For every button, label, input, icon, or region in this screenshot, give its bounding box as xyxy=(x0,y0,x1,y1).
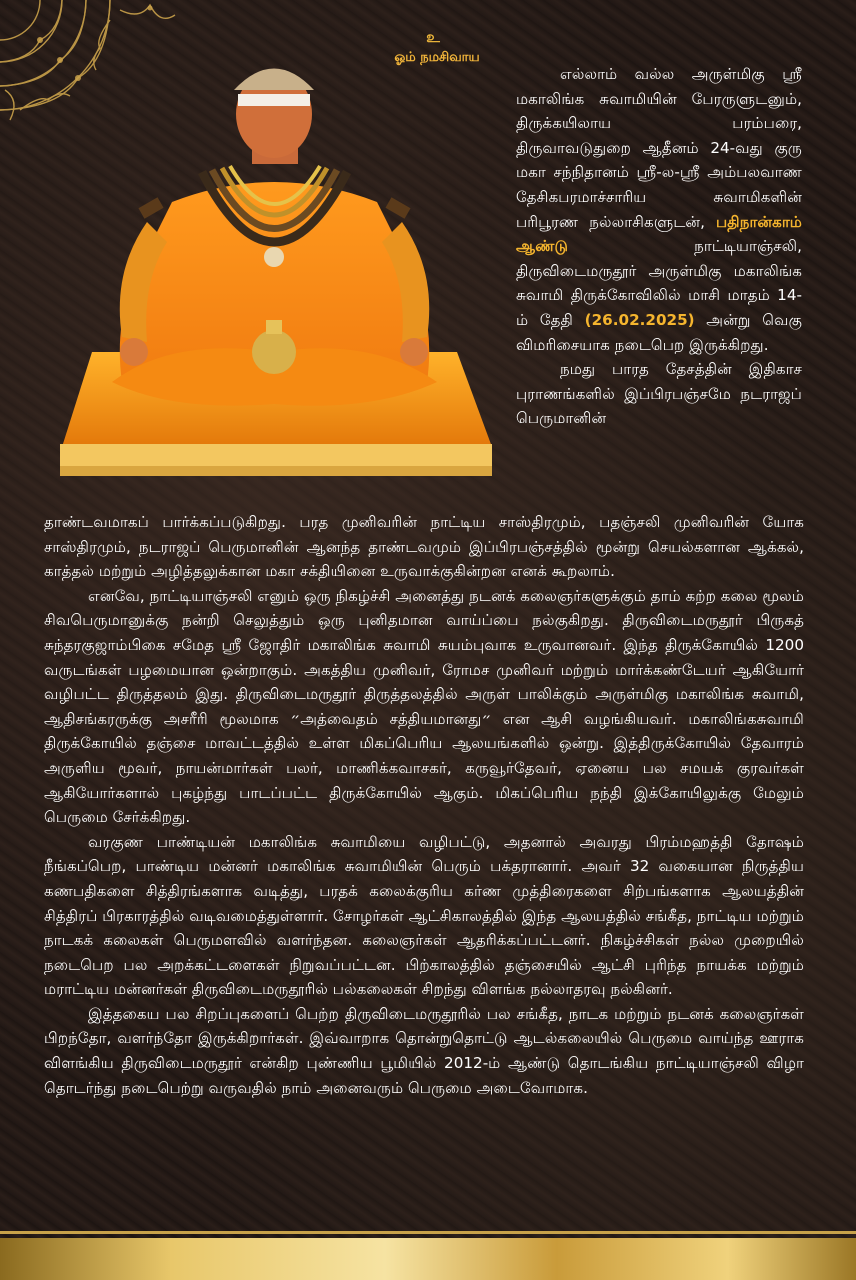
event-date-highlight: (26.02.2025) xyxy=(584,310,695,329)
intro-text-column xyxy=(516,62,802,431)
intro-text-2: நாட்டியாஞ்சலி, திருவிடைமருதூர் அருள்மிகு மகாலிங்க சுவாமி திருக்கோவிலில் மாசி மாதம் 14-ம் தேதி xyxy=(516,237,802,329)
intro-paragraph xyxy=(516,62,802,357)
gold-footer-band xyxy=(0,1238,856,1280)
intro-text-3: அன்று வெகு விமரிசையாக நடைபெற இருக்கிறது. xyxy=(516,310,802,354)
paragraph-3: எனவே, நாட்டியாஞ்சலி எனும் ஒரு நிகழ்ச்சி அனைத்து நடனக் கலைஞர்களுக்கும் தாம் கற்ற கலை மூலம் சிவபெருமானுக்கு நன்றி செலுத்தும் ஒரு புனிதமான வாய்ப்பை நல்குகிறது. திருவிடைமருதூர் பிருகத் சுந்தரகுஜாம்பிகை சமேத ஸ்ரீ ஜோதிர் மகாலிங்க சுவாமி சுயம்புவாக உருவானவர். இந்த திருக்கோயில் 1200 வருடங்கள் பழமையான ஒன்றாகும். அகத்திய முனிவர், ரோமச முனிவர் மற்றும் மார்க்கண்டேயர் ஆகியோர் வழிபட்ட திருத்தலம் இது. திருவிடைமருதூர் திருத்தலத்தில் அருள் பாலிக்கும் அருள்மிகு மகாலிங்க சுவாமி, ஆதிசங்கரருக்கு அசரீரி மூலமாக ״அத்வைதம் சத்தியமானது״ என ஆசி வழங்கியவர். மகாலிங்கசுவாமி திருக்கோயில் தஞ்சை மாவட்டத்தில் உள்ள மிகப்பெரிய ஆலயங்களில் ஒன்று. இத்திருக்கோயில் தேவாரம் அருளிய மூவர், நாயன்மார்கள் பலர், மாணிக்கவாசகர், கருவூர்தேவர், ஏனைய பல சமயக் குரவர்கள் ஆகியோர்களால் புகழ்ந்து பாடப்பட்ட திருக்கோயில் ஆகும். மிகப்பெரிய நந்தி இக்கோயிலுக்கு மேலும் பெருமை சேர்க்கிறது. xyxy=(44,586,805,827)
event-highlight: பதிநான்காம் ஆண்டு xyxy=(516,212,802,256)
guru-photo xyxy=(52,52,497,482)
pillaiyar-suzhi-symbol: உ xyxy=(426,28,440,46)
gold-divider-line xyxy=(0,1231,856,1234)
paragraph-4: வரகுண பாண்டியன் மகாலிங்க சுவாமியை வழிபட்டு, அதனால் அவரது பிரம்மஹத்தி தோஷம் நீங்கப்பெற, பாண்டிய மன்னர் மகாலிங்க சுவாமியின் பெரும் பக்தரானார். அவர் 32 வகையான நிருத்திய கணபதிகளை சித்திரங்களாக வடித்து, பரதக் கலைக்குரிய கர்ண முத்திரைகளை சிற்பங்களாக ஆலயத்தின் சித்திரப் பிரகாரத்தில் வடிவமைத்துள்ளார். சோழர்கள் ஆட்சிகாலத்தில் இந்த ஆலயத்தில் சங்கீத, நாட்டிய மற்றும் நாடகக் கலைகள் பெருமளவில் வளர்ந்தன. கலைஞர்கள் ஆதரிக்கப்பட்டனர். நிகழ்ச்சிகள் நல்ல முறையில் நடைபெற பல அறக்கட்டளைகள் நிறுவப்பட்டன. பிற்காலத்தில் தஞ்சையில் ஆட்சி புரிந்த நாயக்க மற்றும் மராட்டிய மன்னர்கள் திருவிடைமருதூரில் பல்கலைகள் சிறந்து விளங்க நல்லாதரவு நல்கினர். xyxy=(44,832,804,999)
body-text xyxy=(44,510,804,1100)
paragraph-5: இத்தகைய பல சிறப்புகளைப் பெற்ற திருவிடைமருதூரில் பல சங்கீத, நாடக மற்றும் நடனக் கலைஞர்கள் பிறந்தோ, வளர்ந்தோ இருக்கிறார்கள். இவ்வாறாக தொன்றுதொட்டு ஆடல்கலையில் பெருமை வாய்ந்த ஊராக விளங்கிய திருவிடைமருதூர் என்கிற புண்ணிய பூமியில் 2012-ம் ஆண்டு தொடங்கிய நாட்டியாஞ்சலி விழா தொடர்ந்து நடைபெற்று வருவதில் நாம் அனைவரும் பெருமை அடைவோமாக. xyxy=(44,1004,804,1097)
intro-text-1: எல்லாம் வல்ல அருள்மிகு ஸ்ரீ மகாலிங்க சுவாமியின் பேரருளுடனும், திருக்கயிலாய பரம்பரை, திருவாவடுதுறை ஆதீனம் 24-வது குரு மகா சந்நிதானம் ஸ்ரீ-ல-ஸ்ரீ அம்பலவாண தேசிகபரமாச்சாரிய சுவாமிகளின் பரிபூரண நல்லாசிகளுடன், xyxy=(516,65,802,231)
paragraph-2-continued: தாண்டவமாகப் பார்க்கப்படுகிறது. பரத முனிவரின் நாட்டிய சாஸ்திரமும், பதஞ்சலி முனிவரின் யோக சாஸ்திரமும், நடராஜப் பெருமானின் ஆனந்த தாண்டவமும் இப்பிரபஞ்சத்தில் மூன்று செயல்களான ஆக்கல், காத்தல் மற்றும் அழித்தலுக்கான மகா சக்தியினை உருவாக்குகின்றன எனக் கூறலாம். xyxy=(44,513,804,581)
invocation-heading: ஓம் நமசிவாய xyxy=(394,50,480,65)
paragraph-2-start: நமது பாரத தேசத்தின் இதிகாச புராணங்களில் இப்பிரபஞ்சமே நடராஜப் பெருமானின் xyxy=(516,360,802,428)
